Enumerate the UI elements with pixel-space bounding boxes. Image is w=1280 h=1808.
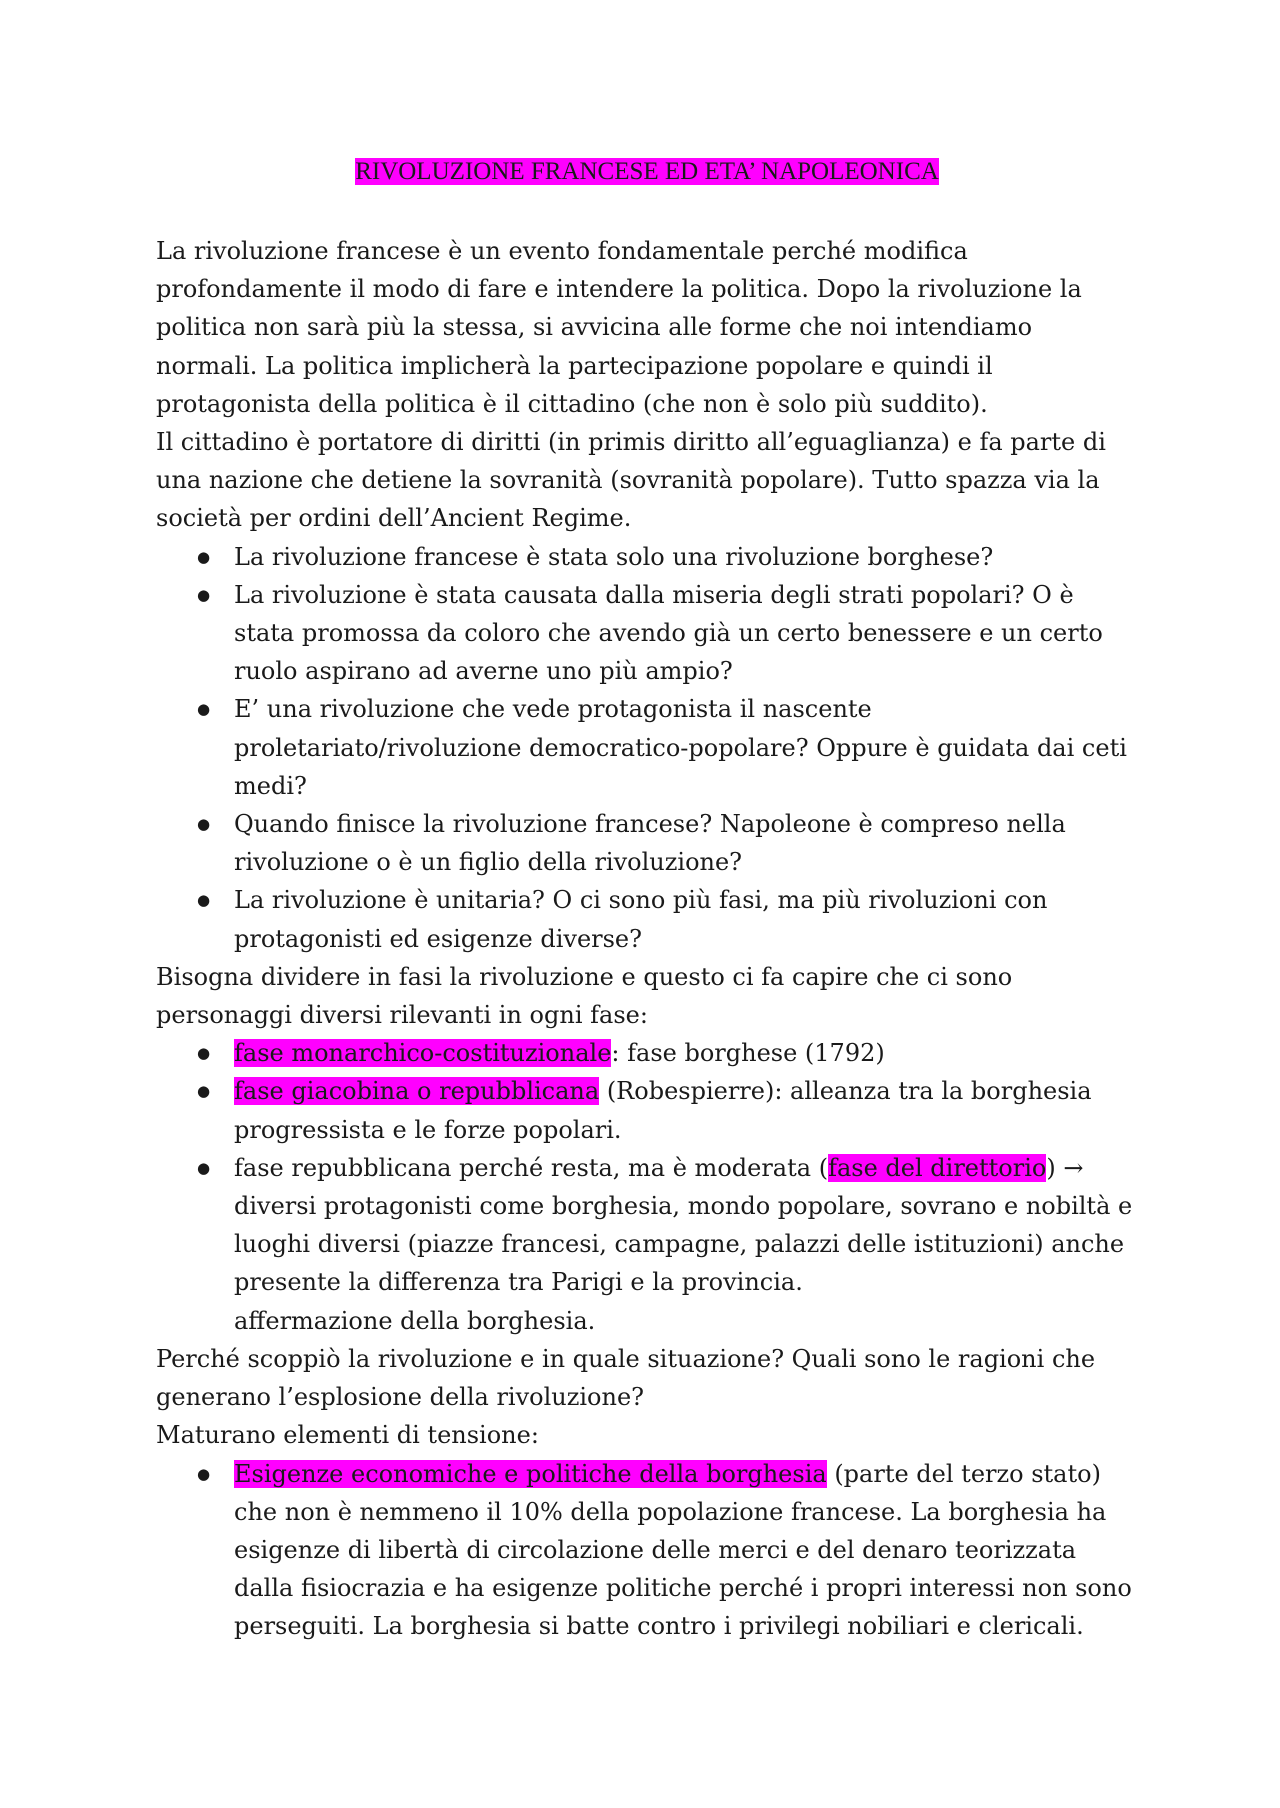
intro-paragraph-1: La rivoluzione francese è un evento fondamentale perché modifica profondamente il modo di fare e intendere la politica. Dopo la rivoluzione la politica non sarà più la stessa, si avvicina alle forme che noi intendiamo normali. La politica implicherà la partecipazione popolare e quindi il protagonista della politica è il cittadino (che non è solo più suddito). [156, 237, 1082, 418]
list-item: ● Quando finisce la rivoluzione francese? Napoleone è compreso nella rivoluzione o è un figlio della rivoluzione? [234, 805, 1138, 881]
questions-list [156, 538, 1138, 958]
phase-item-3 [234, 1149, 1138, 1340]
list-item: ● E’ una rivoluzione che vede protagonista il nascente proletariato/rivoluzione democratico-popolare? Oppure è guidata dai ceti medi? [234, 690, 1138, 805]
list-item: ● La rivoluzione francese è stata solo una rivoluzione borghese? [234, 538, 1138, 576]
phase3-highlight: fase del direttorio [828, 1153, 1047, 1182]
phase2-text: (Robespierre): alleanza tra la borghesia progressista e le forze popolari. [234, 1077, 1092, 1144]
document-page [156, 152, 1138, 1646]
tension-list [156, 1455, 1138, 1646]
list-item: ● La rivoluzione è stata causata dalla miseria degli strati popolari? O è stata promossa da coloro che avendo già un certo benessere e un certo ruolo aspirano ad averne uno più ampio? [234, 576, 1138, 691]
phase3-text-post: ) → diversi protagonisti come borghesia, mondo popolare, sovrano e nobiltà e luoghi diversi (piazze francesi, campagne, palazzi delle istituzioni) anche presente la differenza tra Parigi e la provincia. [234, 1153, 1133, 1297]
phase-item-2 [234, 1072, 1138, 1148]
phase1-text: : fase borghese (1792) [611, 1039, 885, 1068]
phases-list [156, 1034, 1138, 1340]
list-item: ● La rivoluzione è unitaria? O ci sono più fasi, ma più rivoluzioni con protagonisti ed esigenze diverse? [234, 881, 1138, 957]
page-title [156, 152, 1138, 192]
tension1-text: (parte del terzo stato) che non è nemmeno il 10% della popolazione francese. La borghesia ha esigenze di libertà di circolazione delle merci e del denaro teorizzata dalla fisiocrazia e ha esigenze politiche perché i propri interessi non sono perseguiti. La borghesia si batte contro i privilegi nobiliari e clericali. [234, 1459, 1132, 1641]
phase3-text-pre: fase repubblicana perché resta, ma è moderata ( [234, 1153, 829, 1182]
tension-intro: Maturano elementi di tensione: [156, 1421, 539, 1450]
phases-intro: Bisogna dividere in fasi la rivoluzione e questo ci fa capire che ci sono personaggi diversi rilevanti in ogni fase: [156, 962, 1013, 1030]
tension1-highlight: Esigenze economiche e politiche della borghesia [234, 1459, 827, 1488]
tension-item-1 [234, 1455, 1138, 1646]
phase3-line2: affermazione della borghesia. [234, 1306, 596, 1335]
phase1-highlight: fase monarchico-costituzionale [234, 1039, 612, 1068]
title-highlight: RIVOLUZIONE FRANCESE ED ETA’ NAPOLEONICA [355, 158, 939, 185]
why-question: Perché scoppiò la rivoluzione e in quale situazione? Quali sono le ragioni che generano l’esplosione della rivoluzione? [156, 1344, 1096, 1412]
phase2-highlight: fase giacobina o repubblicana [234, 1077, 600, 1106]
intro-paragraph-2: Il cittadino è portatore di diritti (in primis diritto all’eguaglianza) e fa parte di una nazione che detiene la sovranità (sovranità popolare). Tutto spazza via la società per ordini dell’Ancient Regime. [156, 428, 1106, 533]
phase-item-1 [234, 1034, 1138, 1072]
